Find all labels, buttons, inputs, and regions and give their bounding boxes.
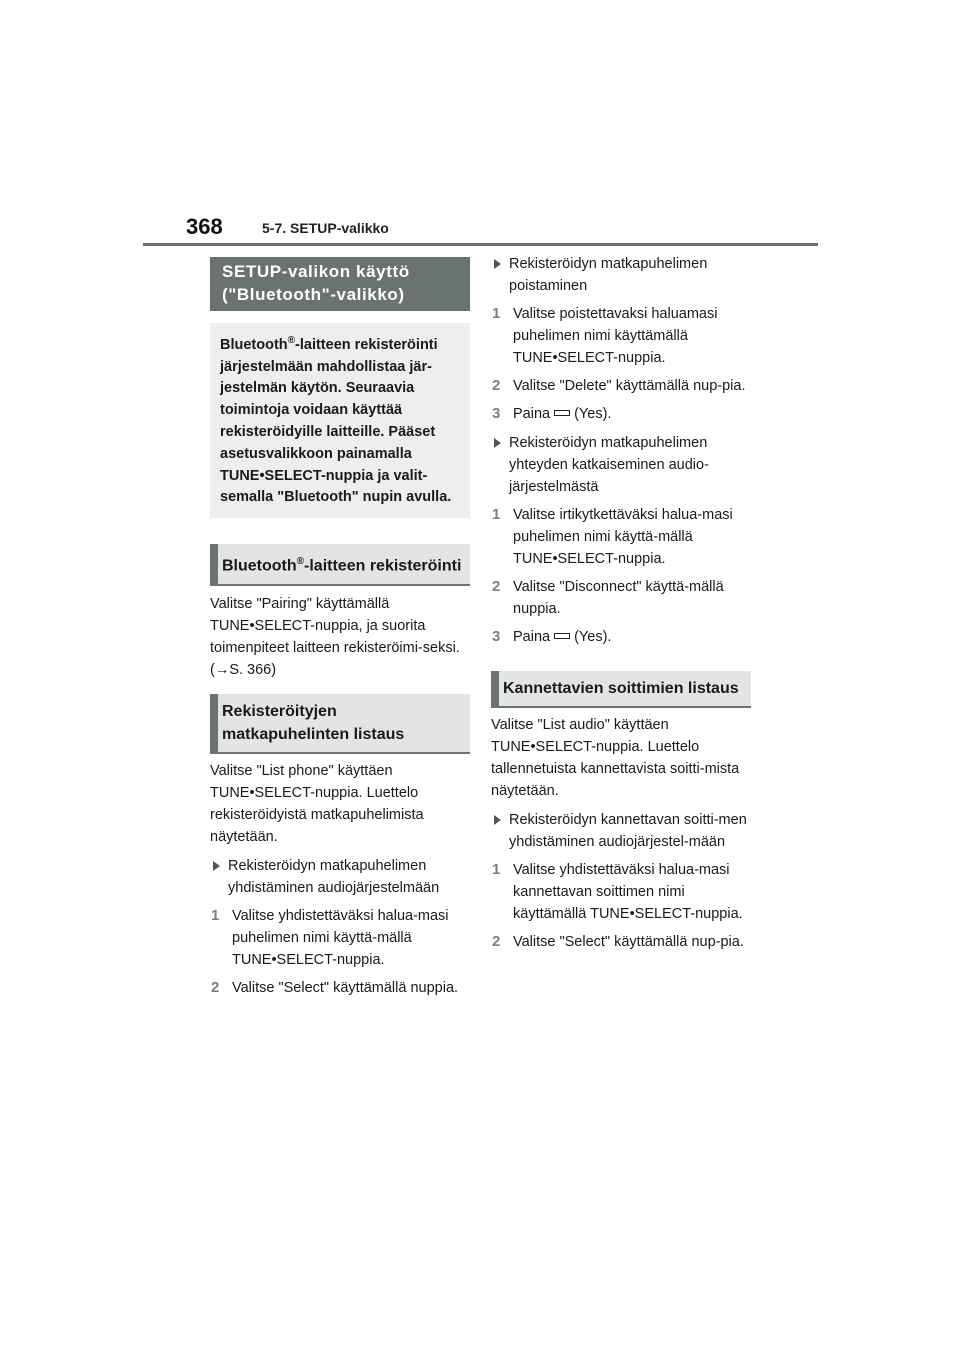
button-rectangle-icon (554, 410, 570, 416)
step-number: 3 (492, 628, 501, 645)
step-text-before: Paina (513, 629, 551, 645)
step-text: Valitse "Delete" käyttämällä nup-pia. (513, 378, 746, 394)
intro-box (210, 323, 470, 518)
step-number: 1 (211, 906, 220, 924)
step-number: 1 (492, 861, 501, 878)
bullet-text: Rekisteröidyn matkapuhelimen yhteyden katkaiseminen audio-järjestelmästä (509, 435, 709, 495)
bullet-text: Rekisteröidyn kannettavan soitti-men yhdistäminen audiojärjestel-mään (509, 812, 747, 850)
step-number: 1 (492, 305, 501, 322)
main-title: SETUP-valikon käyttö ("Bluetooth"-valikko) (210, 257, 470, 311)
list-item (210, 855, 470, 899)
right-column (491, 253, 751, 953)
heading-brand: Bluetooth (222, 557, 297, 575)
triangle-bullet-icon (494, 259, 501, 269)
list-item (491, 432, 751, 498)
step-text: Valitse "Disconnect" käyttä-mällä nuppia. (513, 579, 724, 617)
triangle-bullet-icon (494, 815, 501, 825)
step-text-before: Paina (513, 406, 551, 422)
step-item (491, 859, 751, 925)
header-rule (143, 243, 818, 246)
step-item (491, 626, 751, 648)
pairing-text: Valitse "Pairing" käyttämällä TUNE•SELECT-nuppia, ja suorita toimenpiteet laitteen rekisteröimi-seksi. (→S. 366) (210, 595, 460, 678)
intro-registered-mark: ® (287, 335, 296, 346)
triangle-bullet-icon (213, 861, 220, 871)
step-item (210, 977, 470, 999)
list-item (491, 809, 751, 853)
button-rectangle-icon (554, 633, 570, 639)
list-phone-text: Valitse "List phone" käyttäen TUNE•SELECT-nuppia. Luettelo rekisteröidyistä matkapuhelimista näytetään. (210, 762, 424, 845)
step-text: Valitse "Select" käyttämällä nuppia. (232, 979, 459, 996)
step-item (491, 375, 751, 397)
step-text-after: (Yes). (574, 406, 612, 422)
bullet-text: Rekisteröidyn matkapuhelimen yhdistäminen audiojärjestelmään (228, 857, 440, 896)
section-label: 5-7. SETUP-valikko (262, 220, 389, 236)
list-audio-text: Valitse "List audio" käyttäen TUNE•SELECT-nuppia. Luettelo tallennetuista kannettavista soitti-mista näytetään. (491, 717, 740, 799)
step-number: 2 (211, 978, 220, 996)
step-item (491, 504, 751, 570)
heading-bluetooth-registration (210, 544, 470, 585)
page-number: 368 (186, 214, 223, 239)
left-column (210, 257, 470, 999)
step-item (210, 905, 470, 971)
step-number: 2 (492, 578, 501, 595)
step-number: 2 (492, 933, 501, 950)
step-text: Valitse yhdistettäväksi halua-masi kannettavan soittimen nimi käyttämällä TUNE•SELECT-nuppia. (513, 862, 743, 922)
step-text: Valitse yhdistettäväksi halua-masi puhelimen nimi käyttä-mällä TUNE•SELECT-nuppia. (232, 907, 449, 968)
step-text: Valitse poistettavaksi haluamasi puhelimen nimi käyttämällä TUNE•SELECT-nuppia. (513, 306, 718, 366)
step-number: 3 (492, 405, 501, 422)
step-text: Valitse irtikytkettäväksi halua-masi puhelimen nimi käyttä-mällä TUNE•SELECT-nuppia. (513, 507, 733, 567)
heading-phone-list: Rekisteröityjen matkapuhelinten listaus (210, 694, 470, 754)
step-number: 2 (492, 377, 501, 394)
heading-player-list: Kannettavien soittimien listaus (491, 671, 751, 708)
step-item (491, 931, 751, 953)
heading-registered-mark: ® (296, 556, 305, 568)
intro-brand: Bluetooth (220, 336, 288, 353)
triangle-bullet-icon (494, 438, 501, 448)
step-text: Valitse "Select" käyttämällä nup-pia. (513, 934, 744, 950)
list-item (491, 253, 751, 297)
step-item (491, 576, 751, 620)
heading-rest: -laitteen rekisteröinti (304, 557, 462, 575)
step-item (491, 303, 751, 369)
intro-text: -laitteen rekisteröinti järjestelmään mahdollistaa jär-jestelmän käytön. Seuraavia toimintoja voidaan käyttää rekisteröidyille laitteille. Pääset asetusvalikkoon painamalla TUNE•SELECT-nuppia ja valit-semalla "Bluetooth" nupin avulla. (220, 336, 452, 506)
bullet-text: Rekisteröidyn matkapuhelimen poistaminen (509, 256, 708, 294)
step-number: 1 (492, 506, 501, 523)
step-text-after: (Yes). (574, 629, 612, 645)
step-item (491, 403, 751, 425)
